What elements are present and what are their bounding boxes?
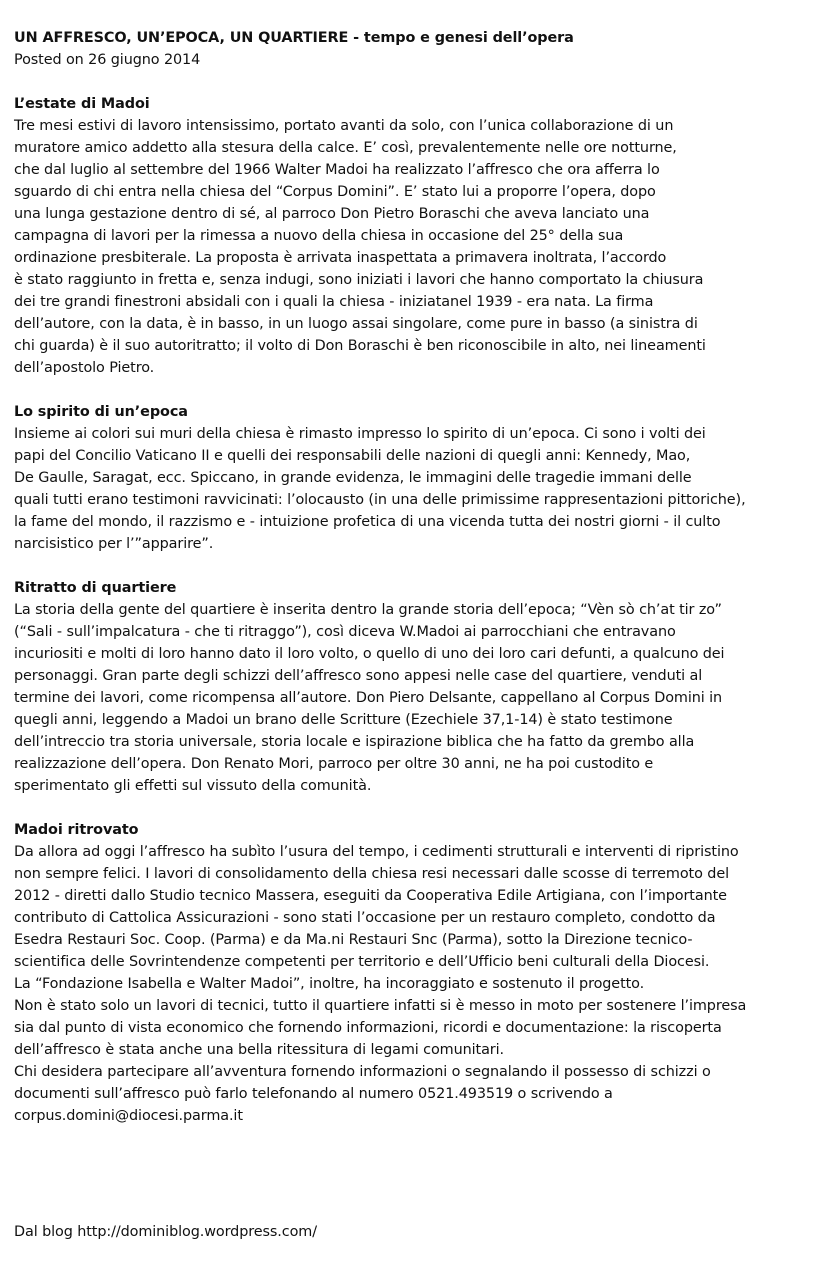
- paragraph-line: chi guarda) è il suo autoritratto; il volto di Don Boraschi è ben riconoscibile in alto, nei lineamenti: [14, 338, 706, 354]
- paragraph-line: dell’intreccio tra storia universale, storia locale e ispirazione biblica che ha fatto da grembo alla: [14, 734, 695, 750]
- spacer: [14, 555, 824, 577]
- paragraph-line: papi del Concilio Vaticano II e quelli dei responsabili delle nazioni di quegli anni: Kennedy, Mao,: [14, 448, 691, 464]
- paragraph-line: (“Sali - sull’impalcatura - che ti ritraggo”), così diceva W.Madoi ai parrocchiani che entravano: [14, 624, 676, 640]
- paragraph-line: ordinazione presbiterale. La proposta è arrivata inaspettata a primavera inoltrata, l’accordo: [14, 250, 667, 266]
- paragraph-line: scientifica delle Sovrintendenze competenti per territorio e dell’Ufficio beni culturali della Diocesi.: [14, 954, 710, 970]
- paragraph-line: realizzazione dell’opera. Don Renato Mori, parroco per oltre 30 anni, ne ha poi custodito e: [14, 756, 654, 772]
- paragraph-line: la fame del mondo, il razzismo e - intuizione profetica di una vicenda tutta dei nostri giorni - il culto: [14, 514, 721, 530]
- paragraph-line: dell’affresco è stata anche una bella ritessitura di legami comunitari.: [14, 1042, 504, 1058]
- footer: [14, 1221, 824, 1243]
- paragraph-line: Chi desidera partecipare all’avventura fornendo informazioni o segnalando il possesso di schizzi o: [14, 1064, 711, 1080]
- paragraph-line: sia dal punto di vista economico che fornendo informazioni, ricordi e documentazione: la riscoperta: [14, 1020, 722, 1036]
- paragraph-line: una lunga gestazione dentro di sé, al parroco Don Pietro Boraschi che aveva lanciato una: [14, 206, 650, 222]
- spacer: [14, 797, 824, 819]
- paragraph-line: non sempre felici. I lavori di consolidamento della chiesa resi necessari dalle scosse di terremoto del: [14, 866, 729, 882]
- paragraph-line: 2012 - diretti dallo Studio tecnico Massera, eseguiti da Cooperativa Edile Artigiana, con l’importante: [14, 888, 727, 904]
- contact-email[interactable]: corpus.domini@diocesi.parma.it: [14, 1108, 243, 1124]
- paragraph-line: Insieme ai colori sui muri della chiesa è rimasto impresso lo spirito di un’epoca. Ci sono i volti dei: [14, 426, 706, 442]
- paragraph-line: quali tutti erano testimoni ravvicinati: l’olocausto (in una delle primissime rappresentazioni pittoriche),: [14, 492, 746, 508]
- paragraph-line: Da allora ad oggi l’affresco ha subìto l’usura del tempo, i cedimenti strutturali e interventi di ripristino: [14, 844, 739, 860]
- blog-source-link[interactable]: Dal blog http://dominiblog.wordpress.com/: [14, 1224, 317, 1240]
- paragraph-line: quegli anni, leggendo a Madoi un brano delle Scritture (Ezechiele 37,1-14) è stato testimone: [14, 712, 673, 728]
- paragraph-line: personaggi. Gran parte degli schizzi dell’affresco sono appesi nelle case del quartiere, venduti al: [14, 668, 703, 684]
- article: [14, 27, 824, 1127]
- paragraph-line: dell’autore, con la data, è in basso, in un luogo assai singolare, come pure in basso (a sinistra di: [14, 316, 698, 332]
- article-title: UN AFFRESCO, UN’EPOCA, UN QUARTIERE - tempo e genesi dell’opera: [14, 30, 574, 46]
- paragraph-line: è stato raggiunto in fretta e, senza indugi, sono iniziati i lavori che hanno comportato la chiusura: [14, 272, 704, 288]
- paragraph-line: sperimentato gli effetti sul vissuto della comunità.: [14, 778, 372, 794]
- paragraph-line: contributo di Cattolica Assicurazioni - sono stati l’occasione per un restauro completo, condotto da: [14, 910, 716, 926]
- paragraph-line: De Gaulle, Saragat, ecc. Spiccano, in grande evidenza, le immagini delle tragedie immani delle: [14, 470, 692, 486]
- paragraph-line: dei tre grandi finestroni absidali con i quali la chiesa - iniziatanel 1939 - era nata. La firma: [14, 294, 654, 310]
- paragraph-line: narcisistico per l’”apparire”.: [14, 536, 214, 552]
- paragraph-line: La “Fondazione Isabella e Walter Madoi”, inoltre, ha incoraggiato e sostenuto il progetto.: [14, 976, 645, 992]
- section-heading: Madoi ritrovato: [14, 822, 139, 838]
- paragraph-line: dell’apostolo Pietro.: [14, 360, 155, 376]
- paragraph-line: incuriositi e molti di loro hanno dato il loro volto, o quello di uno dei loro cari defunti, a qualcuno dei: [14, 646, 725, 662]
- section-heading: Ritratto di quartiere: [14, 580, 177, 596]
- paragraph-line: sguardo di chi entra nella chiesa del “Corpus Domini”. E’ stato lui a proporre l’opera, dopo: [14, 184, 656, 200]
- paragraph-line: muratore amico addetto alla stesura della calce. E’ così, prevalentemente nelle ore notturne,: [14, 140, 677, 156]
- paragraph-line: termine dei lavori, come ricompensa all’autore. Don Piero Delsante, cappellano al Corpus Domini in: [14, 690, 723, 706]
- paragraph-line: documenti sull’affresco può farlo telefonando al numero 0521.493519 o scrivendo a: [14, 1086, 613, 1102]
- section-heading: L’estate di Madoi: [14, 96, 150, 112]
- post-date: Posted on 26 giugno 2014: [14, 52, 201, 68]
- paragraph-line: Tre mesi estivi di lavoro intensissimo, portato avanti da solo, con l’unica collaborazione di un: [14, 118, 674, 134]
- section-heading: Lo spirito di un’epoca: [14, 404, 188, 420]
- spacer: [14, 71, 824, 93]
- paragraph-line: campagna di lavori per la rimessa a nuovo della chiesa in occasione del 25° della sua: [14, 228, 624, 244]
- spacer: [14, 379, 824, 401]
- paragraph-line: Non è stato solo un lavori di tecnici, tutto il quartiere infatti si è messo in moto per sostenere l’impresa: [14, 998, 747, 1014]
- paragraph-line: La storia della gente del quartiere è inserita dentro la grande storia dell’epoca; “Vèn sò ch’at tir zo”: [14, 602, 722, 618]
- paragraph-line: Esedra Restauri Soc. Coop. (Parma) e da Ma.ni Restauri Snc (Parma), sotto la Direzione tecnico-: [14, 932, 693, 948]
- paragraph-line: che dal luglio al settembre del 1966 Walter Madoi ha realizzato l’affresco che ora afferra lo: [14, 162, 660, 178]
